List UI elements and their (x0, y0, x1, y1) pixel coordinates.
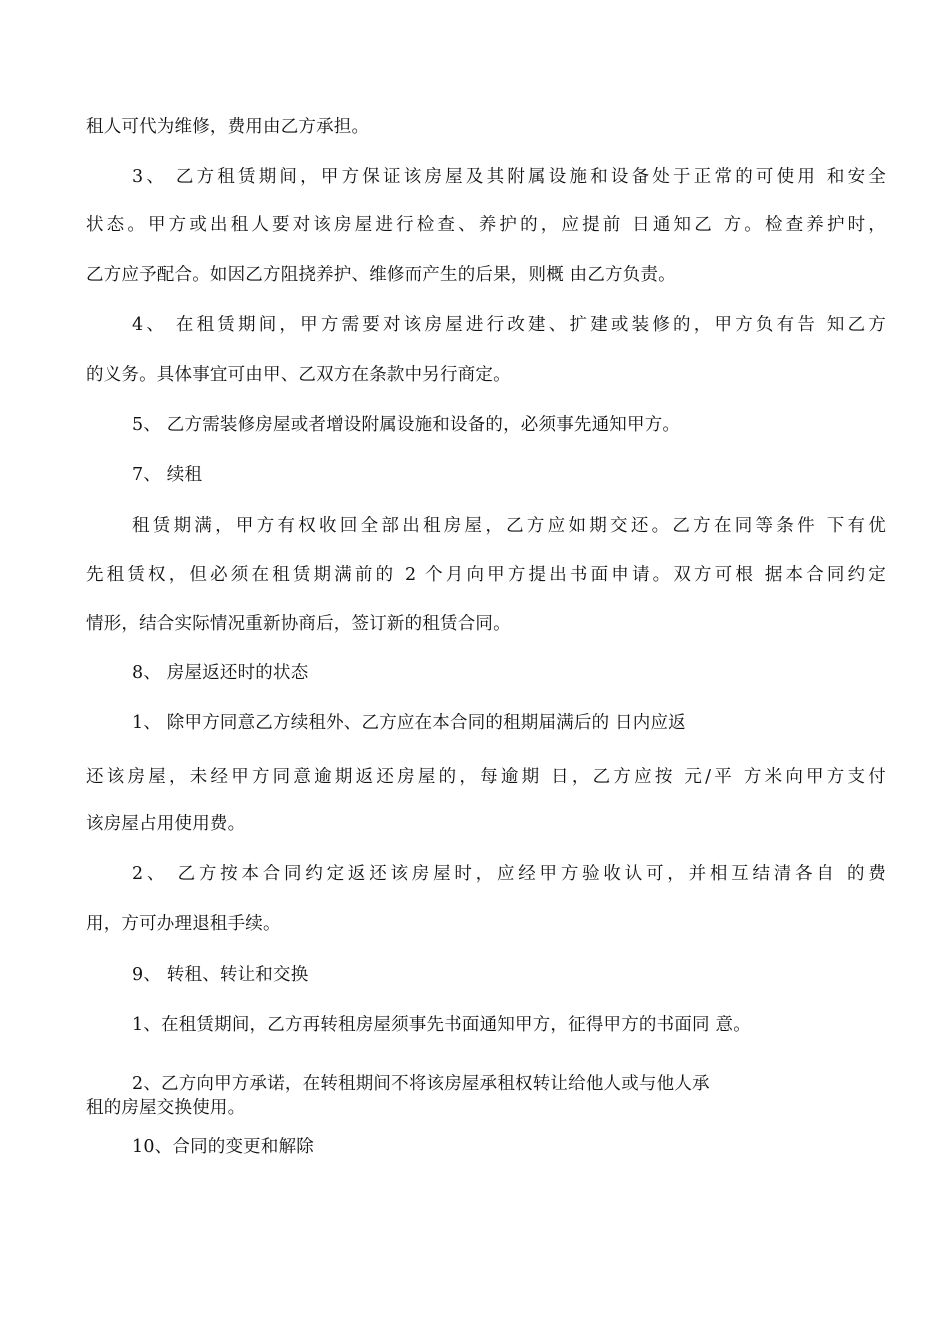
text-line: 状态。甲方或出租人要对该房屋进行检查、养护的，应提前 日通知乙 方。检查养护时， (86, 215, 886, 235)
text-line: 情形，结合实际情况重新协商后，签订新的租赁合同。 (86, 614, 511, 634)
text-line: 先租赁权，但必须在租赁期满前的 2 个月向甲方提出书面申请。双方可根 据本合同约定 (86, 565, 886, 585)
text-line: 租的房屋交换使用。 (86, 1098, 246, 1118)
clause-3-line-1: 3、 乙方租赁期间，甲方保证该房屋及其附属设施和设备处于正常的可使用 和安全 (132, 167, 886, 187)
section-7-heading: 7、 续租 (132, 465, 203, 485)
clause-8-1-line-1: 1、 除甲方同意乙方续租外、乙方应在本合同的租期届满后的 日内应返 (132, 713, 686, 733)
text-line: 租赁期满，甲方有权收回全部出租房屋，乙方应如期交还。乙方在同等条件 下有优 (132, 516, 886, 536)
text-line: 乙方应予配合。如因乙方阻挠养护、维修而产生的后果，则概 由乙方负责。 (86, 265, 676, 285)
text-line: 的义务。具体事宜可由甲、乙双方在条款中另行商定。 (86, 365, 511, 385)
text-line: 用，方可办理退租手续。 (86, 914, 281, 934)
section-9-heading: 9、 转租、转让和交换 (132, 965, 309, 985)
clause-9-2-line-1: 2、乙方向甲方承诺，在转租期间不将该房屋承租权转让给他人或与他人承 (132, 1074, 710, 1094)
clause-5-line-1: 5、 乙方需装修房屋或者增设附属设施和设备的，必须事先通知甲方。 (132, 415, 681, 435)
text-line: 租人可代为维修，费用由乙方承担。 (86, 117, 370, 137)
section-8-heading: 8、 房屋返还时的状态 (132, 663, 309, 683)
text-line: 还该房屋，未经甲方同意逾期返还房屋的，每逾期 日，乙方应按 元/平 方米向甲方支付 (86, 767, 886, 787)
clause-4-line-1: 4、 在租赁期间，甲方需要对该房屋进行改建、扩建或装修的，甲方负有告 知乙方 (132, 315, 886, 335)
text-line: 该房屋占用使用费。 (86, 814, 246, 834)
clause-9-1-line-1: 1、在租赁期间，乙方再转租房屋须事先书面通知甲方，征得甲方的书面同 意。 (132, 1015, 751, 1035)
clause-8-2-line-1: 2、 乙方按本合同约定返还该房屋时，应经甲方验收认可，并相互结清各自 的费 (132, 864, 886, 884)
section-10-heading: 10、合同的变更和解除 (132, 1137, 314, 1157)
